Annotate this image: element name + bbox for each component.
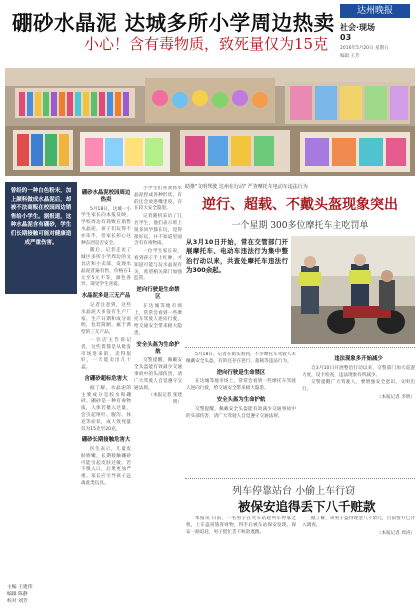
byline: （本报记者 张建明） [148, 393, 182, 406]
feature-subtitle: 一个星期 300多位摩托车主吃罚单 [231, 221, 369, 231]
paragraph: 随后，记者走访了城区多所小学周边的文具店和小卖部，发现水晶泥普遍有售，价格在1元至5元不等，颜色各异，深受学生喜爱。 [81, 248, 131, 288]
divider [185, 347, 415, 348]
traffic-stop-image [291, 236, 415, 344]
traffic-police-photo [291, 236, 415, 344]
credit-editor: 主编 王建伟 [7, 585, 33, 590]
stationery-shelves-image [5, 68, 415, 176]
paragraph: 据了解，该男子盗得现金八千余元，目前警方已介入调查。 [302, 516, 415, 528]
section-name: 社会·现场 [340, 23, 376, 32]
section-subtitle: 安全头盔为生命护航 [216, 396, 266, 403]
paragraph: 自3月10日开展整治行动以来，交警部门加大巡逻力度，设卡检查，违法现象有所减少。 [302, 365, 415, 378]
feature-column-1 [186, 352, 296, 477]
left-column [5, 182, 77, 607]
paragraph: 记者随机采访了几名学生，他们表示班上很多同学都在玩，觉得很好玩，并不知道里面含有有毒物质。 [134, 214, 182, 247]
feature-kicker: 助推"文明驾驶 达州在行动" 严查摩托车电动车违法行为 [185, 184, 308, 190]
issue-date: 2016年5月20日 星期五 [340, 46, 389, 51]
paragraph: 5月18日，记者在街头看到，不少摩托车驾驶人未佩戴安全头盔，有的还存在逆行、超载等违法行为。 [186, 352, 296, 364]
page-number: 03 [340, 33, 352, 42]
paragraph: 本报讯 日前，一名男子在火车站趁列车停靠之机，上车盗窃旅客财物，得手后被车站保安发现，保安一路追赶，男子慌忙丢下赃款逃跑。 [186, 516, 296, 535]
divider [185, 478, 415, 479]
section-subtitle: 水晶泥多是三无产品 [81, 293, 131, 300]
feature-lead [186, 238, 288, 342]
paragraph: 在达城等地市场上，常常会看到一些摩托车驾驶人逆向行驶，给交通安全带来极大隐患。 [186, 379, 296, 392]
masthead [340, 4, 412, 59]
credits [7, 584, 33, 605]
byline: （本报记者 李明） [376, 394, 415, 400]
section-subtitle: 含硼砂超标危害大 [84, 375, 128, 382]
bottom-column-2 [302, 516, 415, 608]
section-subtitle: 硼砂长期接触危害大 [81, 437, 131, 444]
page-editor: 编辑 王芳 [340, 54, 360, 59]
page-header [0, 0, 418, 58]
feature-column-2 [302, 352, 415, 477]
newspaper-logo: 达州晚报 [340, 4, 410, 18]
lead-summary-box [5, 182, 77, 294]
paragraph: 记者注意到，这些水晶泥大多没有生产厂家、生产日期和成分说明，包装简陋，属于典型的三无产品。 [81, 302, 131, 336]
story-column-1 [81, 186, 131, 606]
paragraph: 一位学生家长说，看到孩子手上红肿，才知道可能与玩水晶泥有关，希望相关部门加强监管。 [134, 249, 182, 282]
bottom-column-1 [186, 516, 296, 608]
paragraph: 一位店主告诉记者，这些货都是从批发市场进来的，卖得很好，一天能卖出几十盒。 [81, 337, 131, 371]
section-subtitle: 安全头盔为生命护航 [136, 341, 180, 355]
feature-title: 逆行、超载、不戴头盔现象突出 [202, 197, 398, 213]
lead-photo [5, 68, 415, 176]
paragraph: 医生表示，儿童皮肤娇嫩，长期接触硼砂可能引起皮肤过敏，若不慎入口，后果更加严重。家长应引导孩子远离此类玩具。 [81, 447, 131, 487]
credit-check: 校对 刘芳 [7, 599, 28, 604]
byline: （本报记者 周涛） [376, 530, 415, 536]
paragraph: 在达城等地市场上，常常会看到一些摩托车驾驶人逆向行驶，给交通安全带来极大隐患。 [134, 303, 182, 336]
story-column-2 [134, 186, 182, 606]
paragraph: 交警提醒，佩戴安全头盔能有效减少交通事故中的头部伤害，请广大驾驶人自觉遵守交通法规。 [186, 406, 296, 419]
section-subtitle: 逆向行驶是生命禁区 [216, 369, 266, 376]
subheadline: 小心！含有毒物质，致死量仅为15克 [84, 35, 329, 53]
paragraph: 据了解，水晶泥的主要成分是胶水和硼砂。硼砂是一种有毒物质，人体若摄入过量，会引起呕吐、腹泻、休克等症状，成人致死量仅为15克至20克。 [81, 385, 131, 432]
paragraph: 5月18日，达城一小学生家长向本报反映，学校周边有商贩在销售水晶泥，孩子们玩得不亦乐乎，但家长担心这种东西是否安全。 [81, 206, 131, 246]
paragraph: 交警提醒，佩戴安全头盔能有效减少交通事故中的头部伤害，请广大驾驶人自觉遵守交通法规。 [134, 358, 182, 391]
section-subtitle: 逆向行驶是生命禁区 [136, 287, 180, 300]
paragraph: 小学生们喜欢将水晶泥捏成各种形状，有的还会放进嘴里咬，存在较大安全隐患。 [134, 186, 182, 212]
credit-layout: 编辑 陈静 [7, 592, 28, 597]
paragraph: 交警提醒广大驾驶人，要增强安全意识，文明出行。 [302, 380, 415, 393]
bottom-story-kicker: 列车停靠站台 小偷上车行窃 [232, 486, 356, 497]
section-subtitle: 硼砂水晶泥校园周边热卖 [81, 190, 131, 203]
section-subtitle: 违法现象多开始减少 [334, 356, 383, 362]
feature-lead-text: 从3月10日开始，常在交管部门开展摩托车、电动车违法行为集中整治行动以来，共查处摩托车违法行为300余起。 [186, 238, 288, 275]
bottom-story-title: 被保安追得丢下八千赃款 [238, 499, 376, 514]
headline: 硼砂水晶泥 达城多所小学周边热卖 [12, 11, 335, 35]
lead-summary-text: 曾经的一种白色粉末，加上颜料做成水晶泥后，却被不法商贩在校园周边销售给小学生。据报道，这种水晶泥含有硼砂，学生们长期接触可能对健康造成严重伤害。 [10, 188, 72, 246]
